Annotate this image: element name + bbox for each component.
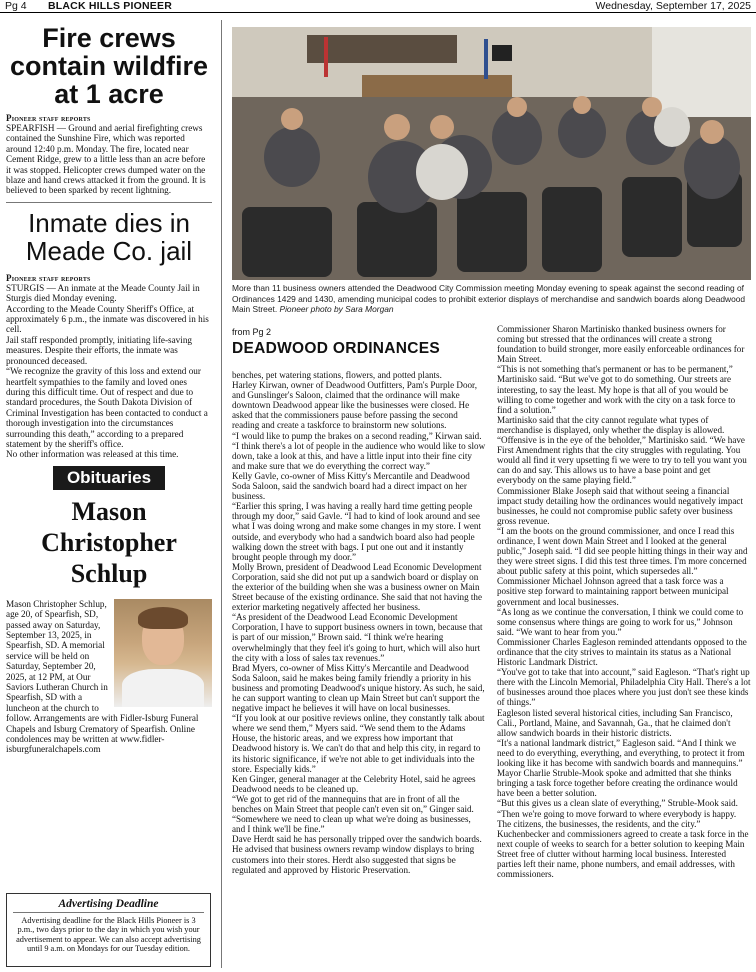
paragraph: “It's a national landmark district,” Eagleson said. “And I think we need to do everything, everything, and everything, to protect it from looking like it has become with sandwich boards and mannequins.” [497,737,745,769]
paragraph: Martinisko said that the city cannot regulate what types of merchandise is displayed, only whether the display is allowed. [497,414,725,435]
paragraph: Mayor Charlie Struble-Mook spoke and admitted that she thinks bringing a task force together before creating the ordinance would have been a better solution. [497,768,738,799]
inmate-byline: Pioneer staff reports [6,272,91,283]
paragraph: “You've got to take that into account,” said Eagleson. “That's right up there with the Lincoln Memorial, Philadelphia City Hall. There's a lot of businesses around thoe places where you just don't see these kinds of things.” [497,667,751,708]
ordinances-column-1 [232,370,486,875]
paragraph: Commissioner Blake Joseph said that without seeing a financial impact study detailing how the ordinances would negatively impact businesses, he could not compromise public safety over business gross revenue. [497,485,743,526]
page-number: Pg 4 [5,0,27,12]
paragraph: “Earlier this spring, I was having a really hard time getting people through my door,” said Gavle. “I had to kind of look around and see what I was doing wrong and make some changes in my store. I went outside, and everybody who had a sandwich board also had people walking down the street with bags. I put one out and it instantly brought people through my door.” [232,501,482,562]
paragraph: benches, pet watering stations, flowers, and potted plants. [232,370,442,380]
meeting-photo [232,27,751,280]
paragraph: Brad Myers, co-owner of Miss Kitty's Mercantile and Deadwood Soda Saloon, said he makes being family friendly a priority in his business and promoting Deadwood's unique history. As such, he said, he can support wanting to clean up Main Street but can't support the negative impact he believes it will have on local businesses. [232,662,485,714]
left-column [6,22,212,761]
fire-story-body: SPEARFISH — Ground and aerial firefighting crews contained the Sunshine Fire, which was reported around 12:40 p.m. Monday. The fire, located near Cement Ridge, grew to a little less than an acre before it was stopped. Helicopter crews dumped water on the blaze and hand crews attacked it from the ground. It is believed to been sparked by recent lightning. [6,123,206,196]
photo-credit: Pioneer photo by Sara Morgan [279,304,394,315]
paragraph: “But this gives us a clean slate of everything,” Struble-Mook said. “Then we're going to move forward to where everybody is happy. The citizens, the businesses, the residents, and the city.” [497,798,738,829]
paragraph: Dave Herdt said he has personally tripped over the sandwich boards. He advised that business owners revamp window displays to bring customers into their stores. Herdt also suggested that signs be regulated and approved by Historic Preservation. [232,834,482,875]
paragraph: “We recognize the gravity of this loss and extend our heartfelt sympathies to the family and loved ones during this difficult time. Out of respect and due to standard procedures, the South Dakota Division of Criminal Investigation has been contacted to conduct a thorough investigation into the circumstances surrounding this death,” according to a prepared statement by the sheriff's office. [6,366,208,449]
ad-deadline-text: Advertising deadline for the Black Hills Pioneer is 3 p.m., two days prior to the day in which you wish your advertisement to appear. We can also accept advertising until 9 a.m. on Mondays for our Tuesday edition. [16,916,201,954]
paragraph: “This is not something that's permanent or has to be permanent,” Martinisko said. “But we've got to do something. Our streets are interesting, to say the least. My hope is that all of you would be willing to come together and work with the city on a task force to find a solution.” [497,364,736,415]
portrait-shirt [122,669,204,707]
paragraph: “As president of the Deadwood Lead Economic Development Corporation, I have to support business owners in town, because that is part of our mission,” Brown said. “I think we're hearing overwhelmingly that they feel it's going to hurt, which will also hurt the city with a loss of sales tax revenues.” [232,612,483,663]
ordinances-column-2 [497,324,751,879]
paragraph: Ken Ginger, general manager at the Celebrity Hotel, said he agrees Deadwood needs to be cleaned up. [232,773,476,794]
paragraph: Commissioner Michael Johnson agreed that a task force was a positive step forward to maintaining rapport between municipal government and local businesses. [497,576,729,607]
newspaper-name: BLACK HILLS PIONEER [48,0,172,12]
issue-date: Wednesday, September 17, 2025 [595,0,751,12]
paragraph: Commissioner Sharon Martinisko thanked business owners for coming but stressed that the ordinances will create a strong foundation to build stronger, more easily enforceable ordinances for Main Street. [497,324,745,365]
ordinances-headline: DEADWOOD ORDINANCES [232,340,441,357]
inmate-story-body [6,283,212,460]
paragraph: Jail staff responded promptly, initiating life-saving measures. Despite their efforts, the inmate was pronounced deceased. [6,334,193,366]
paragraph: According to the Meade County Sheriff's Office, at approximately 6 p.m., the inmate was discovered in his cell. [6,303,209,335]
paragraph: “As long as we continue the conversation, I think we could come to some consensus where things are going to work for us,” Johnson said. “We want to hear from you.” [497,606,744,637]
paragraph: “Offensive is in the eye of the beholder,” Martinisko said. “We have First Amendment rights that the city struggles with regulating. You would all find it very upsetting fi we were to try to tell you want you can do and say. This allows us to have a base point and get everybody on the same playing field.” [497,435,747,486]
fire-headline: Fire crews contain wildfire at 1 acre [9,23,209,109]
portrait-hair [138,607,188,629]
page-header [0,0,756,13]
ad-deadline-title: Advertising Deadline [13,898,204,913]
obituaries-badge: Obituaries [53,466,165,490]
inmate-headline: Inmate dies in Meade Co. jail [25,207,193,266]
paragraph: No other information was released at this time. [6,449,179,460]
obituary-block [6,599,212,761]
jump-line: from Pg 2 [232,327,272,337]
paragraph: Molly Brown, president of Deadwood Lead Economic Development Corporation, said she did not put up a sandwich board or display on the exterior of the building when she was a business owner on Main Street because of the existing ordinance. She said that not having the exterior marketing negatively affected her business. [232,561,483,613]
fire-byline: Pioneer staff reports [6,113,91,123]
obituary-name: Mason Christopher Schlup [41,496,177,588]
paragraph: STURGIS — An inmate at the Meade County Jail in Sturgis died Monday evening. [6,282,200,304]
paragraph: “We got to get rid of the mannequins that are in front of all the benches on Main Street that people can't even sit on,” Ginger said. “Somewhere we need to clean up what we're doing as businesses, and I think we'll be fine.” [232,793,474,835]
column-divider [221,20,222,968]
meeting-photo-illustration [232,27,751,280]
paragraph: Eagleson listed several historical cities, including San Francisco, Cali., Portland, Maine, and Savannah, Ga., that he claimed don't allow sandwich boards in their historic districts. [497,707,733,738]
paragraph: Harley Kirwan, owner of Deadwood Outfitters, Pam's Purple Door, and Gunslinger's Saloon, claimed that the ordinance will make downtown Deadwood appear like the businesses were closed. He asked that the commissioners pause before passing the second reading and create a taskforce to brainstorm new solutions. [232,380,477,431]
photo-caption [232,283,751,315]
paragraph: Kelly Gavle, co-owner of Miss Kitty's Mercantile and Deadwood Soda Saloon, said the sandwich board had a direct impact on her business. [232,470,470,502]
paragraph: Kuchenbecker and commissioners agreed to create a task force in the next couple of weeks to search for a better solution to keeping Main Street free of clutter without harming local business. Interested parties left their name, phone numbers, and email addresses, with commissioners. [497,828,749,880]
paragraph: Commissioner Charles Eagleson reminded attendants opposed to the ordinance that the city strives to maintain its status as a National Historic Landmark District. [497,636,747,668]
obituary-portrait-photo [114,599,212,707]
caption-text: More than 11 business owners attended the Deadwood City Commission meeting Monday evening to speak against the second reading of Ordinances 1429 and 1430, amending municipal codes to prohibit exterior displays of merchandise and sandwich boards along Deadwood Main Street. [232,283,746,315]
paragraph: “If you look at our positive reviews online, they constantly talk about where we send them,” Myers said. “We send them to the Adams House, the historic areas, and we express how important that Deadwood history is. We can't do that and help this city, in regard to its historic significance, if we're not able to get individuals into the store. Especially kids.” [232,713,485,774]
divider [6,202,212,203]
advertising-deadline-box [6,893,211,967]
paragraph: “I would like to pump the brakes on a second reading,” Kirwan said. “I think there's a lot of people in the audience who would like to slow down, take a look at this, and have a little input into their fine city and make sure that we do everything the correct way.” [232,430,486,471]
paragraph: “I am the boots on the ground commissioner, and once I read this ordinance, I went down Main Street and I looked at the general public,” Joseph said. “I did see people hitting things in their way and they were street signs. I did this test three times. I'm more concerned about public safety at this point, which supersedes all.” [497,525,748,577]
obituary-body: Mason Christopher Schlup, age 20, of Spearfish, SD, passed away on Saturday, September 13, 2025, in Spearfish, SD. A memorial service will be held on Saturday, September 20, 2025, at 12 PM, at Our Saviors Lutheran Church in Spearfish, SD with a luncheon at the church to follow. Arrangements are with Fidler-Isburg Funeral Chapels and Isburg Crematory of Spearfish. Online condolences may be written at www.fidler-isburgfuneralchapels.com [6,598,199,755]
